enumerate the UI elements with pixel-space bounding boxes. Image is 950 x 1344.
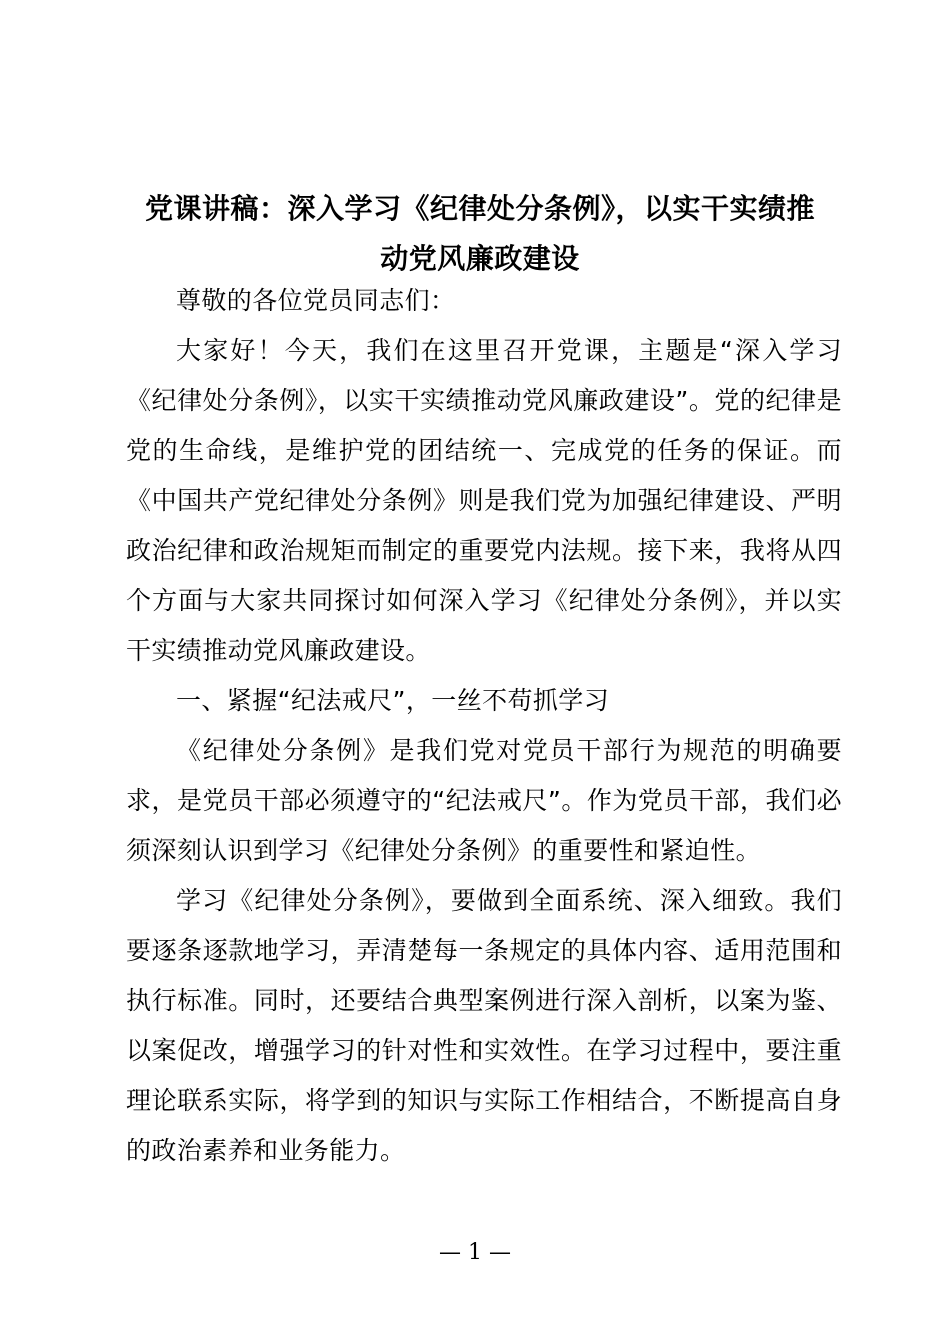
salutation: 尊敬的各位党员同志们：: [176, 286, 456, 315]
paragraph-intro: 大家好！今天，我们在这里召开党课，主题是“深入学习《纪律处分条例》，以实干实绩推动党风廉政建设”。党的纪律是党的生命线，是维护党的团结统一、完成党的任务的保证。而《中国共产党纪律处分条例》则是我们党为加强纪律建设、严明政治纪律和政治规矩而制定的重要党内法规。接下来，我将从四个方面与大家共同探讨如何深入学习《纪律处分条例》，并以实干实绩推动党风廉政建设。: [126, 336, 842, 665]
page-number: — 1 —: [439, 1240, 511, 1265]
paragraph: 《纪律处分条例》是我们党对党员干部行为规范的明确要求，是党员干部必须遵守的“纪法戒尺”。作为党员干部，我们必须深刻认识到学习《纪律处分条例》的重要性和紧迫性。: [126, 736, 842, 865]
title-line-1: 党课讲稿：深入学习《纪律处分条例》，以实干实绩推: [144, 192, 815, 225]
section-heading-1: 一、紧握“纪法戒尺”，一丝不苟抓学习: [176, 686, 610, 715]
document-body: [126, 276, 842, 1176]
document-title: [100, 184, 860, 284]
paragraph: 学习《纪律处分条例》，要做到全面系统、深入细致。我们要逐条逐款地学习，弄清楚每一条规定的具体内容、适用范围和执行标准。同时，还要结合典型案例进行深入剖析，以案为鉴、以案促改，增强学习的针对性和实效性。在学习过程中，要注重理论联系实际，将学到的知识与实际工作相结合，不断提高自身的政治素养和业务能力。: [126, 886, 842, 1165]
title-line-2: 动党风廉政建设: [380, 242, 580, 275]
